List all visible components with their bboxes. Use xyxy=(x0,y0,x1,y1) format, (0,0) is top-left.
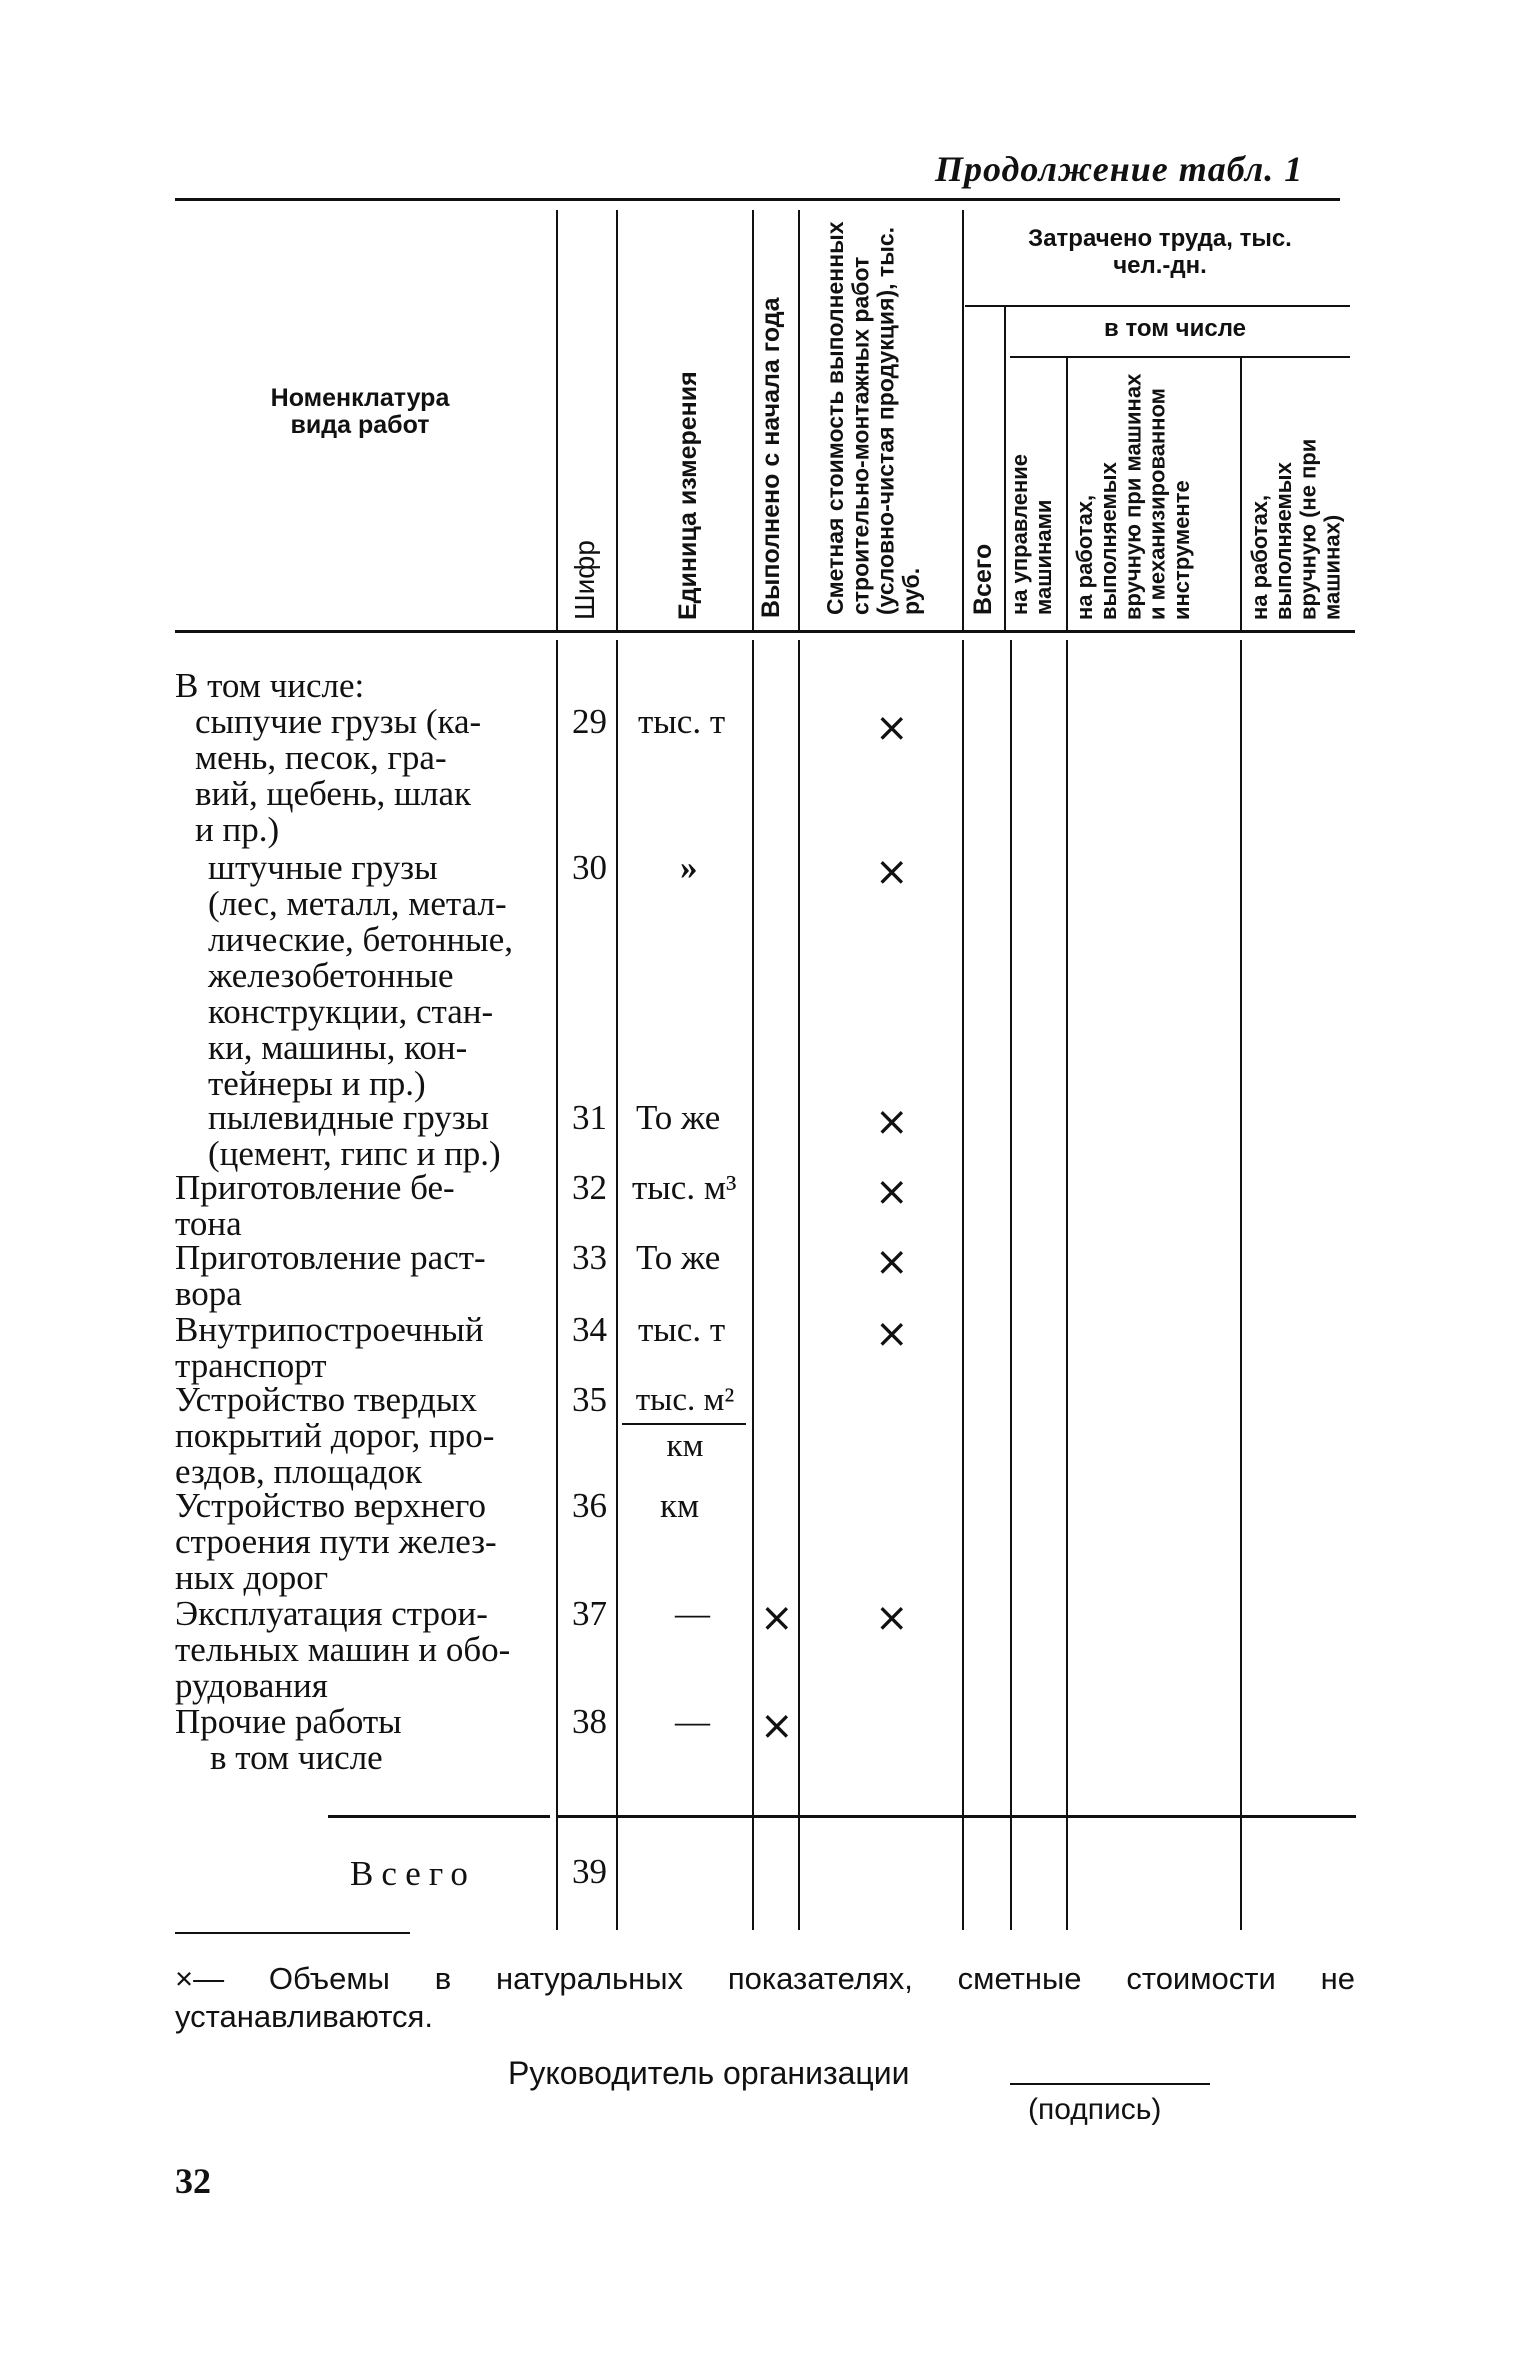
header-rule-including xyxy=(1010,356,1350,358)
row-unit-30: » xyxy=(680,848,698,887)
row-unit-37: — xyxy=(675,1594,710,1633)
table-caption: Продолжение табл. 1 xyxy=(935,149,1304,189)
row-cost-30: × xyxy=(875,849,909,895)
col-line-5-header xyxy=(962,210,964,630)
col-line-5-body xyxy=(962,640,964,1930)
row-code-36: 36 xyxy=(572,1486,607,1525)
footnote-rule xyxy=(175,1932,410,1934)
signature-label: Руководитель организации xyxy=(508,2055,910,2091)
col-line-2-header xyxy=(616,210,618,630)
row-code-29: 29 xyxy=(572,702,607,741)
row-unit-31: То же xyxy=(636,1098,721,1137)
col-line-8-body xyxy=(1240,640,1242,1930)
row-unit-32: тыс. м³ xyxy=(632,1168,737,1207)
header-machine-control: на управление машинами xyxy=(1007,453,1057,615)
col-line-4-header xyxy=(798,210,800,630)
page-number: 32 xyxy=(175,2161,211,2201)
row-name-38: Прочие работы в том числе xyxy=(175,1702,402,1777)
header-unit: Единица измерения xyxy=(674,371,702,620)
row-code-32: 32 xyxy=(572,1168,607,1207)
col-line-7-header xyxy=(1066,356,1068,630)
row-code-30: 30 xyxy=(572,848,607,887)
row-unit-29: тыс. т xyxy=(638,702,726,741)
header-estimated-cost: Сметная стоимость выполненных строительно-монтажных работ (условно-чистая продукция), тыс. руб. xyxy=(822,221,924,615)
row-unit-35-denominator: км xyxy=(666,1428,704,1464)
row-cost-33: × xyxy=(875,1239,909,1285)
col-line-3-body xyxy=(752,640,754,1930)
total-row-label: Всего xyxy=(350,1854,476,1893)
total-row-top-rule-left xyxy=(328,1815,550,1818)
col-line-2-body xyxy=(616,640,618,1930)
row-cost-29: × xyxy=(875,705,909,751)
header-labor-spent: Затрачено труда, тыс. чел.-дн. xyxy=(1028,225,1292,279)
row-name-29: сыпучие грузы (ка- мень, песок, гра- вий, щебень, шлак и пр.) xyxy=(195,702,482,849)
signature-line xyxy=(1010,2083,1210,2085)
row-code-31: 31 xyxy=(572,1098,607,1137)
row-done-38: × xyxy=(760,1703,794,1749)
header-code: Шифр xyxy=(569,540,600,620)
row-name-34: Внутрипостроечный транспорт xyxy=(175,1310,484,1385)
row-done-37: × xyxy=(760,1595,794,1641)
col-line-3-header xyxy=(752,210,754,630)
row-unit-38: — xyxy=(675,1702,710,1741)
row-unit-35-numerator: тыс. м² xyxy=(635,1382,735,1418)
col-line-6-header xyxy=(1004,305,1006,630)
total-row-code: 39 xyxy=(572,1852,607,1891)
header-bottom-rule xyxy=(175,630,1355,633)
col-line-6-body xyxy=(1010,640,1012,1930)
row-code-38: 38 xyxy=(572,1702,607,1741)
table-top-rule xyxy=(175,198,1340,201)
row-cost-32: × xyxy=(875,1169,909,1215)
col-line-1-body xyxy=(556,640,558,1930)
footnote: ×— Объемы в натуральных показателях, сметные стоимости не устанавливаются. xyxy=(175,1961,1355,2034)
row-unit-33: То же xyxy=(636,1238,721,1277)
row-name-37: Эксплуатация строи- тельных машин и обо- рудования xyxy=(175,1594,511,1705)
row-name-including: В том числе: xyxy=(175,666,365,705)
header-done: Выполнено с начала года xyxy=(757,297,785,618)
col-line-8-header xyxy=(1240,356,1242,630)
signature-hint: (подпись) xyxy=(1028,2093,1162,2126)
header-including: в том числе xyxy=(1104,315,1246,342)
row-name-35: Устройство твердых покрытий дорог, про- ездов, площадок xyxy=(175,1380,495,1491)
row-name-32: Приготовление бе- тона xyxy=(175,1168,455,1243)
row-name-33: Приготовление раст- вора xyxy=(175,1238,486,1313)
row-unit-35-fraction-bar xyxy=(622,1423,746,1425)
row-name-30: штучные грузы (лес, металл, метал- лические, бетонные, железобетонные конструкции, стан- ки, машины, кон- тейнеры и пр.) xyxy=(208,848,513,1103)
row-code-33: 33 xyxy=(572,1238,607,1277)
header-total: Всего xyxy=(969,543,997,615)
header-rule-labor xyxy=(965,305,1350,307)
row-cost-34: × xyxy=(875,1311,909,1357)
total-row-top-rule-right xyxy=(556,1815,1356,1818)
row-name-36: Устройство верхнего строения пути желез- ных дорог xyxy=(175,1486,497,1597)
col-line-1-header xyxy=(556,210,558,630)
row-cost-31: × xyxy=(875,1099,909,1145)
row-unit-34: тыс. т xyxy=(638,1310,726,1349)
row-code-35: 35 xyxy=(572,1380,607,1419)
row-name-31: пылевидные грузы (цемент, гипс и пр.) xyxy=(208,1098,501,1173)
col-line-4-body xyxy=(798,640,800,1930)
header-nomenclature: Номенклатура вида работ xyxy=(270,384,450,439)
header-manual-mech: на работах, выполняемых вручную при машинах и механизированном инструменте xyxy=(1072,373,1194,620)
row-code-37: 37 xyxy=(572,1594,607,1633)
col-line-7-body xyxy=(1066,640,1068,1930)
row-cost-37: × xyxy=(875,1595,909,1641)
row-unit-36: км xyxy=(660,1486,700,1525)
header-manual-no-machines: на работах, выполняемых вручную (не при машинах) xyxy=(1247,438,1345,620)
row-code-34: 34 xyxy=(572,1310,607,1349)
